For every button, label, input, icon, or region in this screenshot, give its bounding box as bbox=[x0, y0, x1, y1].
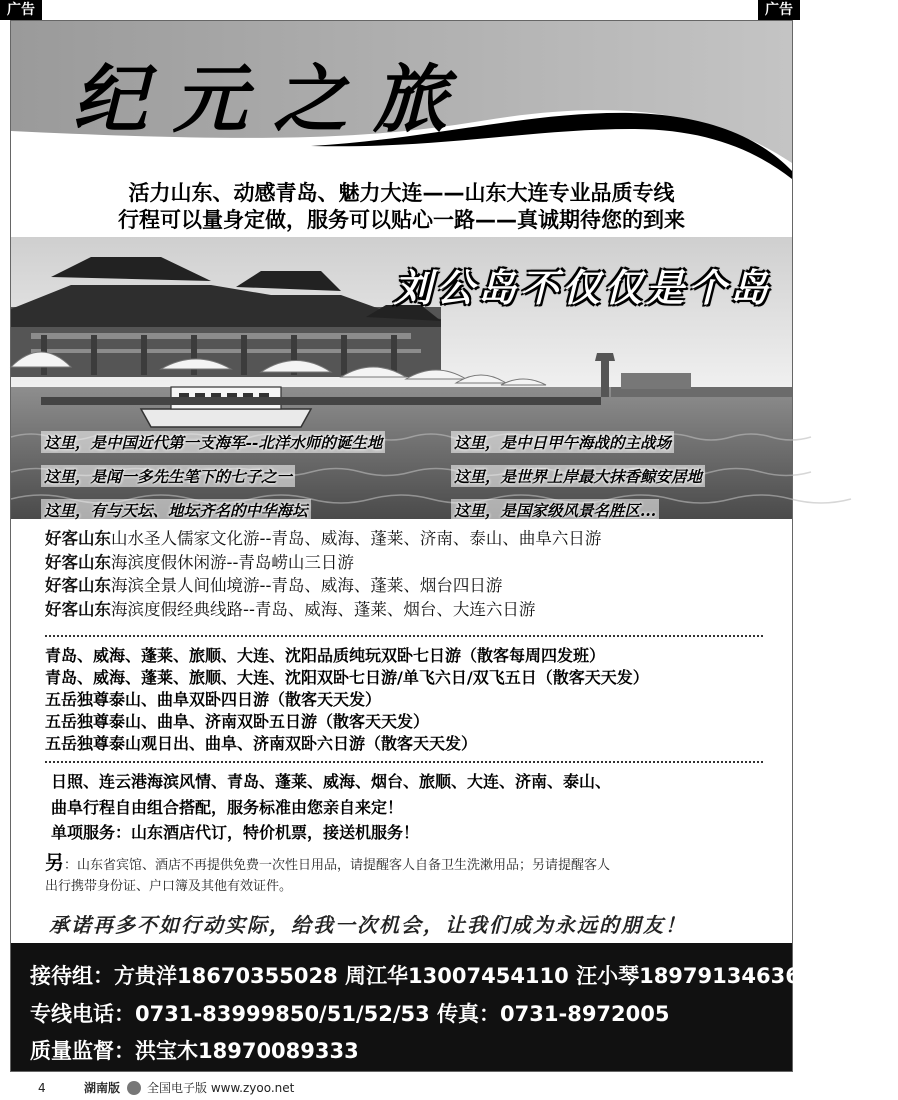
island-fact-right-3: 这里，是国家级风景名胜区... bbox=[451, 499, 659, 521]
route-brand: 好客山东 bbox=[45, 552, 111, 572]
route-text: 山水圣人儒家文化游--青岛、威海、蓬莱、济南、泰山、曲阜六日游 bbox=[111, 529, 602, 548]
liugong-island-photo bbox=[11, 237, 792, 519]
route-brand: 好客山东 bbox=[45, 529, 111, 548]
subtitle-line-2: 行程可以量身定做，服务可以贴心一路——真诚期待您的到来 bbox=[118, 208, 685, 232]
route-text: 海滨全景人间仙境游--青岛、威海、蓬莱、烟台四日游 bbox=[111, 576, 503, 595]
combo-line: 曲阜行程自由组合搭配，服务标准由您亲自来定！ bbox=[51, 797, 404, 817]
notice-text-2: 出行携带身份证、户口簿及其他有效证件。 bbox=[45, 879, 293, 894]
island-fact-right-1: 这里，是中日甲午海战的主战场 bbox=[451, 431, 674, 453]
contact-panel bbox=[11, 943, 898, 1071]
header-banner bbox=[11, 21, 792, 181]
route-brand: 好客山东 bbox=[45, 576, 111, 595]
route-text: 海滨度假经典线路--青岛、威海、蓬莱、烟台、大连六日游 bbox=[111, 599, 536, 619]
advertisement-page bbox=[10, 20, 898, 1072]
ad-label-left: 广告 bbox=[0, 0, 42, 20]
route-item bbox=[45, 551, 765, 575]
dotted-divider bbox=[45, 635, 763, 637]
route-brand: 好客山东 bbox=[45, 599, 111, 619]
combo-line: 单项服务：山东酒店代订，特价机票，接送机服务！ bbox=[51, 823, 420, 842]
brand-title: 纪元之旅 bbox=[73, 57, 473, 143]
dotted-divider bbox=[45, 761, 763, 763]
page-footer bbox=[0, 1076, 800, 1100]
ad-label-right: 广告 bbox=[758, 0, 800, 20]
custom-combo-section bbox=[51, 769, 611, 846]
reception-contacts: 接待组：方贵洋18670355028 周江华13007454110 汪小琴18979134636 小付 小洪 bbox=[30, 964, 898, 988]
edition-label: 湖南版 bbox=[84, 1081, 121, 1095]
group-tour-item: 五岳独尊泰山、曲阜、济南双卧五日游（散客天天发） bbox=[45, 712, 430, 731]
route-item bbox=[45, 527, 765, 551]
subtitle-line-1: 活力山东、动感青岛、魅力大连——山东大连专业品质专线 bbox=[128, 181, 675, 205]
route-list bbox=[45, 527, 765, 621]
notice-text-1: ：山东省宾馆、酒店不再提供免费一次性日用品，请提醒客人自备卫生洗漱用品；另请提醒客人 bbox=[64, 858, 611, 873]
page-number: 4 bbox=[38, 1081, 46, 1095]
publisher-logo-icon bbox=[127, 1081, 141, 1095]
group-tour-item: 青岛、威海、蓬莱、旅顺、大连、沈阳品质纯玩双卧七日游（散客每周四发班） bbox=[45, 646, 606, 665]
route-item bbox=[45, 598, 765, 622]
group-tour-list bbox=[45, 645, 649, 755]
route-item bbox=[45, 574, 765, 598]
island-fact-right-2: 这里，是世界上岸最大抹香鲸安居地 bbox=[451, 465, 705, 487]
notice bbox=[45, 853, 775, 897]
group-tour-item: 青岛、威海、蓬莱、旅顺、大连、沈阳双卧七日游/单飞六日/双飞五日（散客天天发） bbox=[45, 668, 649, 687]
combo-line: 日照、连云港海滨风情、青岛、蓬莱、威海、烟台、旅顺、大连、济南、泰山、 bbox=[51, 772, 612, 791]
island-fact-left-1: 这里，是中国近代第一支海军--北洋水师的诞生地 bbox=[41, 431, 385, 453]
slogan: 承诺再多不如行动实际，给我一次机会，让我们成为永远的朋友！ bbox=[49, 913, 687, 937]
photo-headline: 刘公岛不仅仅是个岛 bbox=[394, 265, 773, 310]
island-fact-left-3: 这里，有与天坛、地坛齐名的中华海坛 bbox=[41, 499, 311, 521]
group-tour-item: 五岳独尊泰山观日出、曲阜、济南双卧六日游（散客天天发） bbox=[45, 734, 478, 753]
quality-supervision: 质量监督：洪宝木18970089333 bbox=[30, 1039, 359, 1063]
hotline-fax: 专线电话：0731-83999850/51/52/53 传真：0731-8972005 bbox=[30, 1002, 670, 1026]
island-fact-left-2: 这里，是闻一多先生笔下的七子之一 bbox=[41, 465, 295, 487]
national-edition-link[interactable]: 全国电子版 www.zyoo.net bbox=[147, 1081, 295, 1095]
notice-label: 另 bbox=[45, 852, 65, 874]
group-tour-item: 五岳独尊泰山、曲阜双卧四日游（散客天天发） bbox=[45, 690, 382, 709]
route-text: 海滨度假休闲游--青岛崂山三日游 bbox=[111, 552, 354, 572]
